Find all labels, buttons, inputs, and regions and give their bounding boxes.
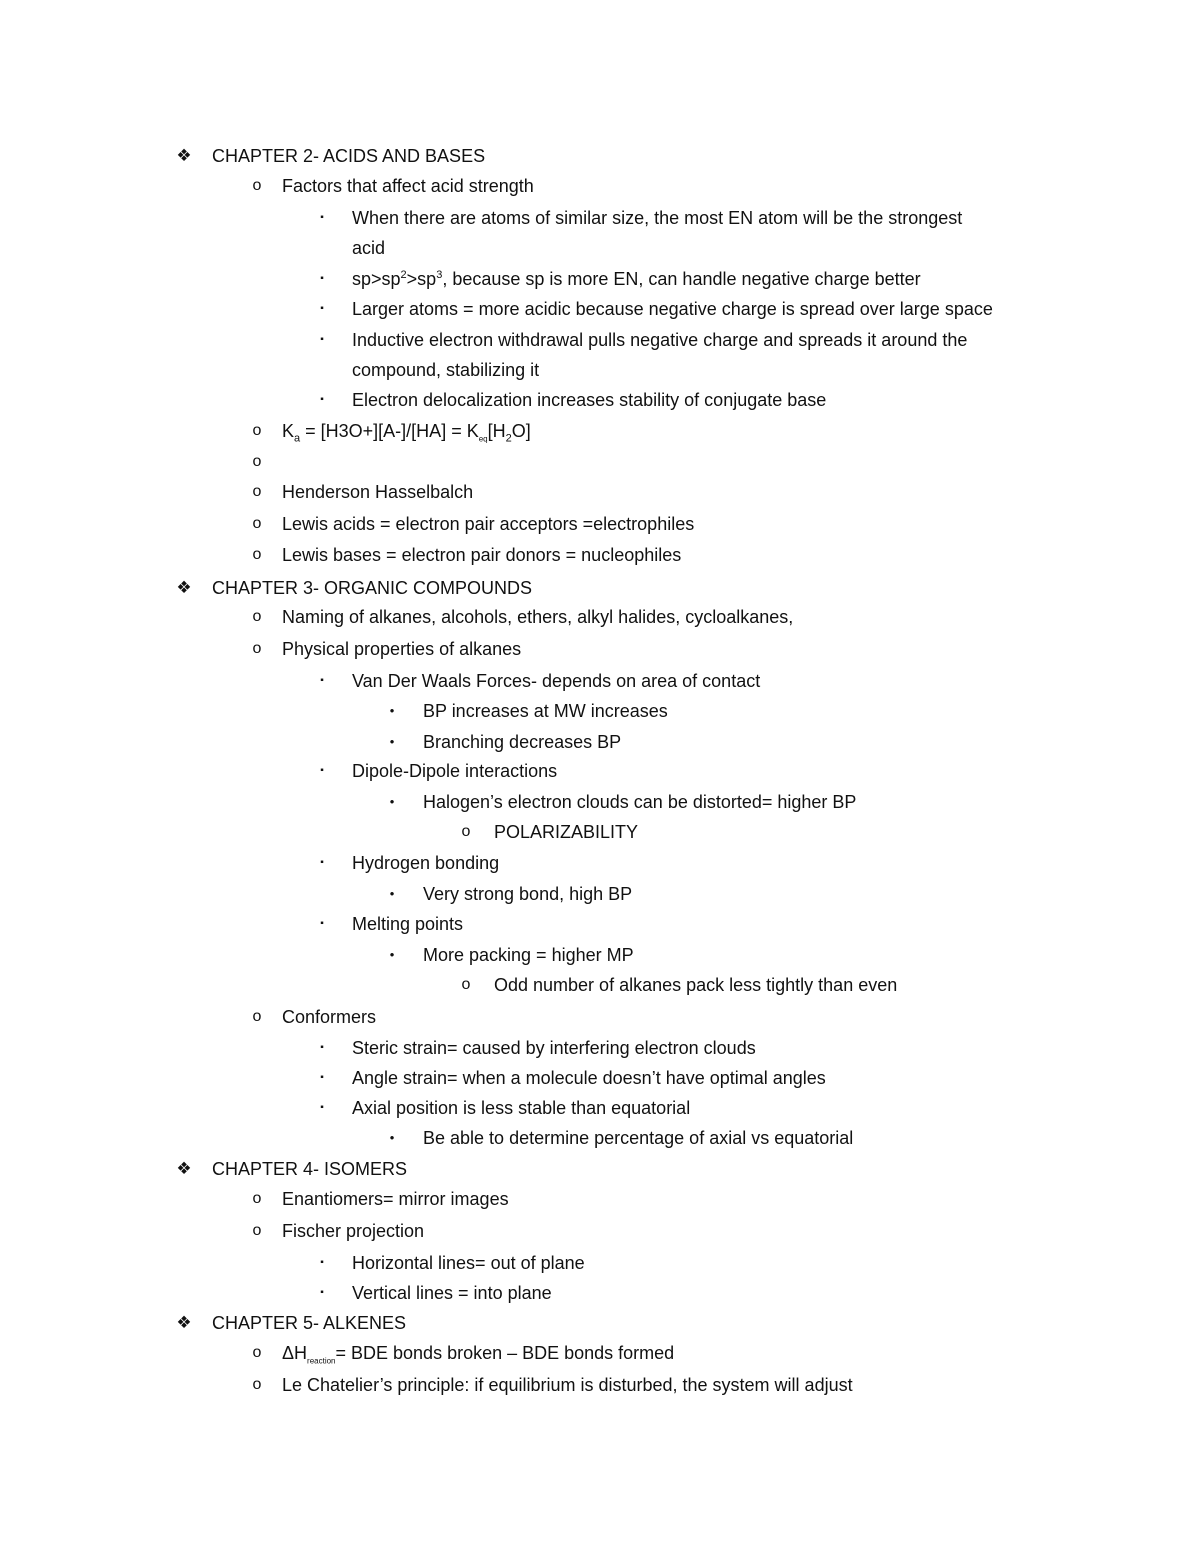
circle-bullet-icon: o bbox=[252, 608, 262, 625]
circle-bullet-icon: o bbox=[252, 453, 262, 470]
list-item-text: Inductive electron withdrawal pulls negative charge and spreads it around the bbox=[352, 330, 968, 350]
dot-bullet-icon: • bbox=[389, 947, 395, 962]
text-run: sp>sp bbox=[352, 269, 401, 289]
list-item-text: Lewis acids = electron pair acceptors =electrophiles bbox=[282, 514, 695, 534]
circle-bullet-icon: o bbox=[461, 823, 471, 840]
circle-bullet-icon: o bbox=[252, 1376, 262, 1393]
list-item-text bbox=[352, 264, 921, 294]
list-item-text: More packing = higher MP bbox=[423, 945, 634, 965]
square-bullet-icon: ▪ bbox=[320, 273, 324, 284]
list-item-text bbox=[282, 416, 531, 446]
list-item-text bbox=[282, 1338, 674, 1368]
square-bullet-icon: ▪ bbox=[320, 1042, 324, 1053]
text-run: = BDE bonds broken – BDE bonds formed bbox=[335, 1343, 675, 1363]
list-item-text: Axial position is less stable than equatorial bbox=[352, 1098, 691, 1118]
diamond-bullet-icon: ❖ bbox=[176, 1159, 192, 1178]
list-item-text: Halogen’s electron clouds can be distorted= higher BP bbox=[423, 792, 857, 812]
circle-bullet-icon: o bbox=[252, 177, 262, 194]
subscript: 2 bbox=[505, 432, 512, 445]
list-item-text: Very strong bond, high BP bbox=[423, 884, 633, 904]
list-item-text: Physical properties of alkanes bbox=[282, 639, 522, 659]
circle-bullet-icon: o bbox=[252, 1344, 262, 1361]
list-item-text: Vertical lines = into plane bbox=[352, 1283, 552, 1303]
list-item-text: Factors that affect acid strength bbox=[282, 176, 534, 196]
subscript: a bbox=[294, 432, 301, 445]
subscript: reaction bbox=[307, 1356, 336, 1366]
diamond-bullet-icon: ❖ bbox=[176, 1313, 192, 1332]
diamond-bullet-icon: ❖ bbox=[176, 146, 192, 165]
circle-bullet-icon: o bbox=[252, 640, 262, 657]
dot-bullet-icon: • bbox=[389, 734, 395, 749]
circle-bullet-icon: o bbox=[252, 1190, 262, 1207]
dot-bullet-icon: • bbox=[389, 1130, 395, 1145]
list-item-text: Melting points bbox=[352, 914, 464, 934]
list-item-text: Van Der Waals Forces- depends on area of contact bbox=[352, 671, 761, 691]
square-bullet-icon: ▪ bbox=[320, 765, 324, 776]
square-bullet-icon: ▪ bbox=[320, 334, 324, 345]
list-item-text: Steric strain= caused by interfering electron clouds bbox=[352, 1038, 756, 1058]
circle-bullet-icon: o bbox=[252, 422, 262, 439]
list-item-text: Naming of alkanes, alcohols, ethers, alkyl halides, cycloalkanes, bbox=[282, 607, 794, 627]
square-bullet-icon: ▪ bbox=[320, 675, 324, 686]
text-run: ΔH bbox=[282, 1343, 308, 1363]
circle-bullet-icon: o bbox=[461, 976, 471, 993]
superscript: 2 bbox=[400, 269, 407, 281]
dot-bullet-icon: • bbox=[389, 886, 395, 901]
list-item-text: Angle strain= when a molecule doesn’t have optimal angles bbox=[352, 1068, 826, 1088]
square-bullet-icon: ▪ bbox=[320, 212, 324, 223]
circle-bullet-icon: o bbox=[252, 483, 262, 500]
square-bullet-icon: ▪ bbox=[320, 394, 324, 405]
text-run: = [H3O+][A-]/[HA] = K bbox=[300, 421, 479, 441]
circle-bullet-icon: o bbox=[252, 515, 262, 532]
list-item-text: Fischer projection bbox=[282, 1221, 425, 1241]
square-bullet-icon: ▪ bbox=[320, 918, 324, 929]
list-item-text: Conformers bbox=[282, 1007, 377, 1027]
dot-bullet-icon: • bbox=[389, 794, 395, 809]
list-item-text: acid bbox=[352, 238, 386, 258]
list-item-text: Enantiomers= mirror images bbox=[282, 1189, 509, 1209]
heading-text: CHAPTER 2- ACIDS AND BASES bbox=[212, 146, 486, 166]
square-bullet-icon: ▪ bbox=[320, 1287, 324, 1298]
dot-bullet-icon: • bbox=[389, 703, 395, 718]
square-bullet-icon: ▪ bbox=[320, 1257, 324, 1268]
list-item-text: When there are atoms of similar size, the most EN atom will be the strongest bbox=[352, 208, 963, 228]
list-item-text: Larger atoms = more acidic because negative charge is spread over large space bbox=[352, 299, 993, 319]
list-item-text: Lewis bases = electron pair donors = nucleophiles bbox=[282, 545, 682, 565]
text-run: O] bbox=[511, 421, 531, 441]
text-run: [H bbox=[487, 421, 506, 441]
circle-bullet-icon: o bbox=[252, 1008, 262, 1025]
text-run: K bbox=[282, 421, 295, 441]
text-run: >sp bbox=[406, 269, 437, 289]
heading-text: CHAPTER 4- ISOMERS bbox=[212, 1159, 408, 1179]
list-item-text: BP increases at MW increases bbox=[423, 701, 668, 721]
superscript: 3 bbox=[436, 269, 443, 281]
list-item-text: POLARIZABILITY bbox=[494, 822, 639, 842]
subscript: eq bbox=[478, 434, 488, 444]
text-run: , because sp is more EN, can handle negative charge better bbox=[442, 269, 921, 289]
diamond-bullet-icon: ❖ bbox=[176, 578, 192, 597]
square-bullet-icon: ▪ bbox=[320, 1072, 324, 1083]
heading-text: CHAPTER 5- ALKENES bbox=[212, 1313, 407, 1333]
list-item-text: Electron delocalization increases stability of conjugate base bbox=[352, 390, 827, 410]
list-item-text: Branching decreases BP bbox=[423, 732, 622, 752]
list-item-text: Hydrogen bonding bbox=[352, 853, 500, 873]
heading-text: CHAPTER 3- ORGANIC COMPOUNDS bbox=[212, 578, 533, 598]
square-bullet-icon: ▪ bbox=[320, 1102, 324, 1113]
list-item-text: Henderson Hasselbalch bbox=[282, 482, 474, 502]
circle-bullet-icon: o bbox=[252, 1222, 262, 1239]
list-item-text: Le Chatelier’s principle: if equilibrium is disturbed, the system will adjust bbox=[282, 1375, 853, 1395]
circle-bullet-icon: o bbox=[252, 546, 262, 563]
list-item-text: Odd number of alkanes pack less tightly than even bbox=[494, 975, 898, 995]
list-item-text: Be able to determine percentage of axial vs equatorial bbox=[423, 1128, 854, 1148]
list-item-text: Horizontal lines= out of plane bbox=[352, 1253, 585, 1273]
list-item-text: compound, stabilizing it bbox=[352, 360, 540, 380]
square-bullet-icon: ▪ bbox=[320, 857, 324, 868]
list-item-text: Dipole-Dipole interactions bbox=[352, 761, 558, 781]
square-bullet-icon: ▪ bbox=[320, 303, 324, 314]
